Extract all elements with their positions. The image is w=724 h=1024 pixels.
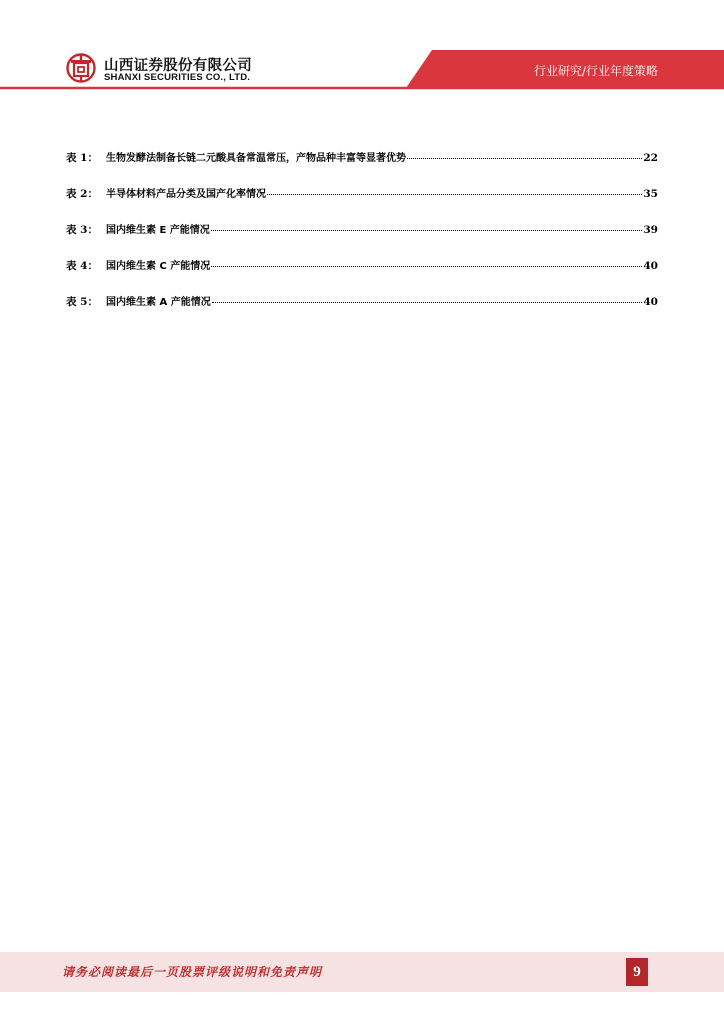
disclaimer-notice: 请务必阅读最后一页股票评级说明和免责声明 [62,965,323,979]
toc-entry-label: 表 5： [66,296,98,308]
toc-entry-title: 半导体材料产品分类及国产化率情况 [106,189,266,200]
toc-entry-page: 40 [643,296,658,308]
toc-entry-page: 40 [643,260,658,272]
company-name-cn: 山西证券股份有限公司 [104,58,252,74]
company-logo-icon [66,53,96,83]
report-type-title: 行业研究/行业年度策略 [533,64,658,78]
toc-leader-dots [212,302,643,303]
toc-entry-title: 国内维生素 A 产能情况 [106,297,211,308]
toc-leader-dots [267,194,642,195]
page-number: 9 [626,958,648,986]
toc-entry[interactable] [66,221,658,257]
toc-leader-dots [407,158,642,159]
toc-entry-title: 国内维生素 E 产能情况 [106,225,210,236]
toc-leader-dots [211,230,643,231]
page-footer [0,952,724,992]
toc-entry-page: 39 [643,224,658,236]
toc-entry-title: 国内维生素 C 产能情况 [106,261,211,272]
page-header [0,0,724,100]
toc-leader-dots [211,266,642,267]
toc-entry-page: 35 [643,188,658,200]
toc-entry-label: 表 2： [66,188,98,200]
toc-entry-page: 22 [643,152,658,164]
toc-entry-label: 表 1： [66,152,98,164]
toc-entry[interactable] [66,185,658,221]
toc-entry-title: 生物发酵法制备长链二元酸具备常温常压，产物品种丰富等显著优势 [106,153,406,164]
table-list [66,149,658,329]
toc-entry-label: 表 3： [66,224,98,236]
toc-entry-label: 表 4： [66,260,98,272]
toc-entry[interactable] [66,149,658,185]
toc-entry[interactable] [66,257,658,293]
company-name-en: SHANXI SECURITIES CO., LTD. [104,72,251,83]
toc-entry[interactable] [66,293,658,329]
